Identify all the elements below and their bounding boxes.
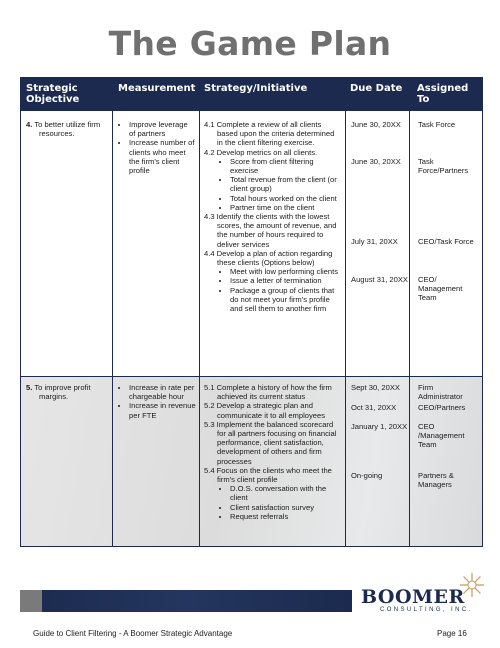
strategy-subitem: • Total revenue from the client (or client group) (230, 175, 342, 193)
header-due-date: Due Date (350, 83, 403, 94)
logo-subtitle: CONSULTING, INC. (380, 607, 473, 613)
header-strategic-objective: Strategic Objective (26, 83, 80, 105)
measurement-cell (118, 120, 196, 175)
logo-name: BOOMER (361, 586, 465, 608)
column-divider (409, 77, 410, 547)
game-plan-table (20, 77, 483, 547)
table-header (20, 77, 483, 111)
measurement-item: • Increase number of clients who meet the firm's client profile (129, 138, 196, 175)
header-assigned-to: Assigned To (417, 83, 469, 105)
footer-band (20, 590, 352, 612)
strategy-step: 5.3 Implement the balanced scorecard for all partners focusing on financial performance, client satisfaction, development of others and firm processes (204, 419, 337, 466)
measurement-item: • Increase in rate per chargeable hour (129, 383, 196, 401)
strategy-subitem: • Issue a letter of termination (230, 276, 342, 285)
objective-text: To better utilize firm resources. (34, 120, 101, 139)
due-date: On-going (351, 471, 383, 480)
column-divider (482, 77, 483, 547)
strategy-step: 5.1 Complete a history of how the firm achieved its current status (204, 383, 332, 402)
footer-left-text: Guide to Client Filtering - A Boomer Strategic Advantage (33, 629, 233, 638)
assigned-to: Task Force/Partners (418, 157, 469, 176)
page-title: The Game Plan (108, 24, 392, 63)
footer-square (20, 590, 42, 612)
due-date: Oct 31, 20XX (351, 403, 397, 412)
due-date: Sept 30, 20XX (351, 383, 400, 392)
objective-cell (26, 120, 108, 138)
due-date: August 31, 20XX (351, 275, 408, 284)
objective-cell (26, 383, 108, 401)
column-divider (345, 77, 346, 547)
strategy-subitem: • D.O.S. conversation with the client (230, 484, 342, 502)
strategy-subitem: • Partner time on the client (230, 203, 342, 212)
strategy-subitem: • Meet with low performing clients (230, 267, 342, 276)
page-number: Page 16 (437, 629, 467, 638)
objective-number: 4. (26, 120, 33, 129)
strategy-step: 4.3 Identify the clients with the lowest scores, the amount of revenue, and the number of hours required to deliver services (204, 212, 337, 249)
objective-number: 5. (26, 383, 33, 392)
strategy-cell (204, 383, 342, 521)
objective-text: To improve profit margins. (34, 383, 91, 402)
measurement-item: • Improve leverage of partners (129, 120, 196, 138)
measurement-cell (118, 383, 196, 420)
assigned-to: Partners & Managers (418, 471, 454, 490)
strategy-step: 4.4 Develop a plan of action regarding these clients (Options below) (204, 248, 333, 268)
column-divider (199, 77, 200, 547)
assigned-to: CEO/Task Force (418, 237, 474, 246)
header-measurement: Measurement (118, 83, 196, 94)
strategy-cell (204, 120, 342, 313)
strategy-subitem: • Client satisfaction survey (230, 503, 342, 512)
strategy-step: 4.2 Develop metrics on all clients. (204, 147, 318, 157)
column-divider (112, 77, 113, 547)
due-date: January 1, 20XX (351, 422, 408, 431)
assigned-to: Task Force (418, 120, 456, 129)
strategy-step: 5.2 Develop a strategic plan and communicate it to all employees (204, 401, 326, 420)
boomer-logo (361, 572, 485, 616)
header-strategy: Strategy/Initiative (204, 83, 308, 94)
strategy-subitem: • Package a group of clients that do not meet your firm's profile and sell them to another firm (230, 286, 342, 314)
assigned-to: CEO /Management Team (418, 422, 465, 450)
column-divider (20, 77, 21, 547)
due-date: July 31, 20XX (351, 237, 398, 246)
row-divider (20, 546, 483, 547)
strategy-step: 5.4 Focus on the clients who meet the firm's client profile (204, 465, 332, 485)
due-date: June 30, 20XX (351, 120, 401, 129)
row-divider (20, 376, 483, 377)
strategy-subitem: • Request referrals (230, 512, 342, 521)
assigned-to: CEO/ Management Team (418, 275, 463, 303)
strategy-subitem: • Total hours worked on the client (230, 194, 342, 203)
strategy-subitem: • Score from client filtering exercise (230, 157, 342, 175)
due-date: June 30, 20XX (351, 157, 401, 166)
strategy-step: 4.1 Complete a review of all clients based upon the criteria determined in the client filtering exercise. (204, 120, 335, 148)
assigned-to: Firm Administrator (418, 383, 463, 402)
assigned-to: CEO/Partners (418, 403, 466, 412)
measurement-item: • Increase in revenue per FTE (129, 401, 196, 419)
